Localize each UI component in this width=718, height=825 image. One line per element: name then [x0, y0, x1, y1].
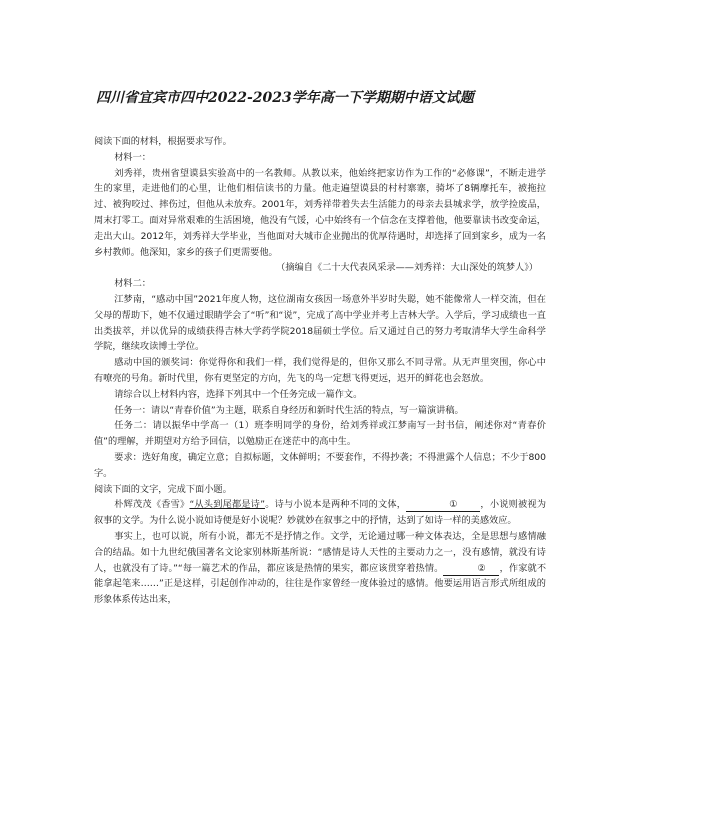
para1-quote: “从头到尾都是诗”: [189, 499, 265, 511]
material2-award: 感动中国的颁奖词：你觉得你和我们一样，我们觉得是的，但你又那么不同寻常。从无声里突围，你心中有嘹亮的号角。新时代里，你有更坚定的方向，先飞的鸟一定想飞得更远，迟开的鲜花也会怒放。: [94, 357, 546, 384]
material1-label: 材料一：: [114, 151, 151, 163]
section2-paragraph-2: [94, 529, 546, 608]
material2-text: 江梦南，“感动中国”2021年度人物，这位湖南女孩因一场意外半岁时失聪，她不能像常人一样交流，但在父母的帮助下，她不仅通过眼睛学会了“听”和“说”，完成了高中学业并考上吉林大学。入学后，学习成绩也一直出类拔萃，并以优异的成绩获得吉林大学药学院2018届硕士学位。后又通过自己的努力考取清华大学生命科学学院，继续攻读博士学位。: [94, 293, 546, 353]
blank-1: ①: [406, 499, 480, 512]
section1-instruction: 阅读下面的材料，根据要求写作。: [94, 136, 232, 147]
material1-text: 刘秀祥，贵州省望谟县实验高中的一名教师。从教以来，他始终把家访作为工作的“必修课”，不断走进学生的家里，走进他们的心里，让他们相信读书的力量。他走遍望谟县的村村寨寨，骑坏了8辆摩托车，被拖拉过、被狗咬过、摔伤过，但他从未放弃。2001年，刘秀祥带着失去生活能力的母亲去县城求学，放学捡废品，周末打零工。面对异常艰难的生活困境，他没有气馁，心中始终有一个信念在支撑着他，他要靠读书改变命运，走出大山。2012年，刘秀祥大学毕业，当他面对大城市企业抛出的优厚待遇时，却选择了回到家乡，成为一名乡村教师。他深知，家乡的孩子们更需要他。: [94, 167, 546, 258]
para2-part1: 事实上，也可以说，所有小说，都无不是抒情之作。文学，无论通过哪一种文体表达，全是思想与感情融合的结晶。如十九世纪俄国著名文论家别林斯基所说：“感情是诗人天性的主要动力之一，没有感情，就没有诗人，也就没有了诗。”“每一篇艺术的作品，都应该是热情的果实，都应该贯穿着热情。: [94, 530, 546, 574]
requirements: 要求：选好角度，确定立意；自拟标题，文体鲜明；不要套作，不得抄袭；不得泄露个人信息；不少于800字。: [94, 451, 546, 479]
para1-prefix: 朴辉茂茂《香雪》: [114, 499, 190, 511]
section2-instruction: 阅读下面的文字，完成下面小题。: [94, 483, 232, 495]
para1-mid: 。诗与小说本是两种不同的文体，: [264, 499, 407, 511]
task-1: 任务一：请以“青春价值”为主题，联系自身经历和新时代生活的特点，写一篇演讲稿。: [114, 404, 464, 416]
page-title: 四川省宜宾市四中2022-2023学年高一下学期期中语文试题: [96, 90, 474, 106]
document-body: [94, 134, 546, 608]
section2-paragraph-1: [94, 497, 546, 529]
material1-source: （摘编自《二十大代表风采录——刘秀祥：大山深处的筑梦人》）: [276, 262, 538, 274]
blank-2: ②: [443, 563, 499, 576]
task-2: 任务二：请以振华中学高一（1）班李明同学的身份，给刘秀祥或江梦南写一封书信，阐述你对“青春价值”的理解，并期望对方给予回信，以勉励正在迷茫中的高中生。: [94, 420, 546, 448]
task-intro: 请综合以上材料内容，选择下列其中一个任务完成一篇作文。: [114, 388, 363, 400]
para2-part2: ，作家就不能拿起笔来……”正是这样，引起创作冲动的，往往是作家曾经一度体验过的感情。他要运用语言形式所组成的形象体系传达出来，: [94, 562, 547, 606]
para1-rest: ，小说则被视为叙事的文学。为什么说小说如诗便是好小说呢？妙就妙在叙事之中的抒情，达到了如诗一样的美感效应。: [94, 499, 547, 527]
material2-label: 材料二：: [114, 278, 151, 290]
